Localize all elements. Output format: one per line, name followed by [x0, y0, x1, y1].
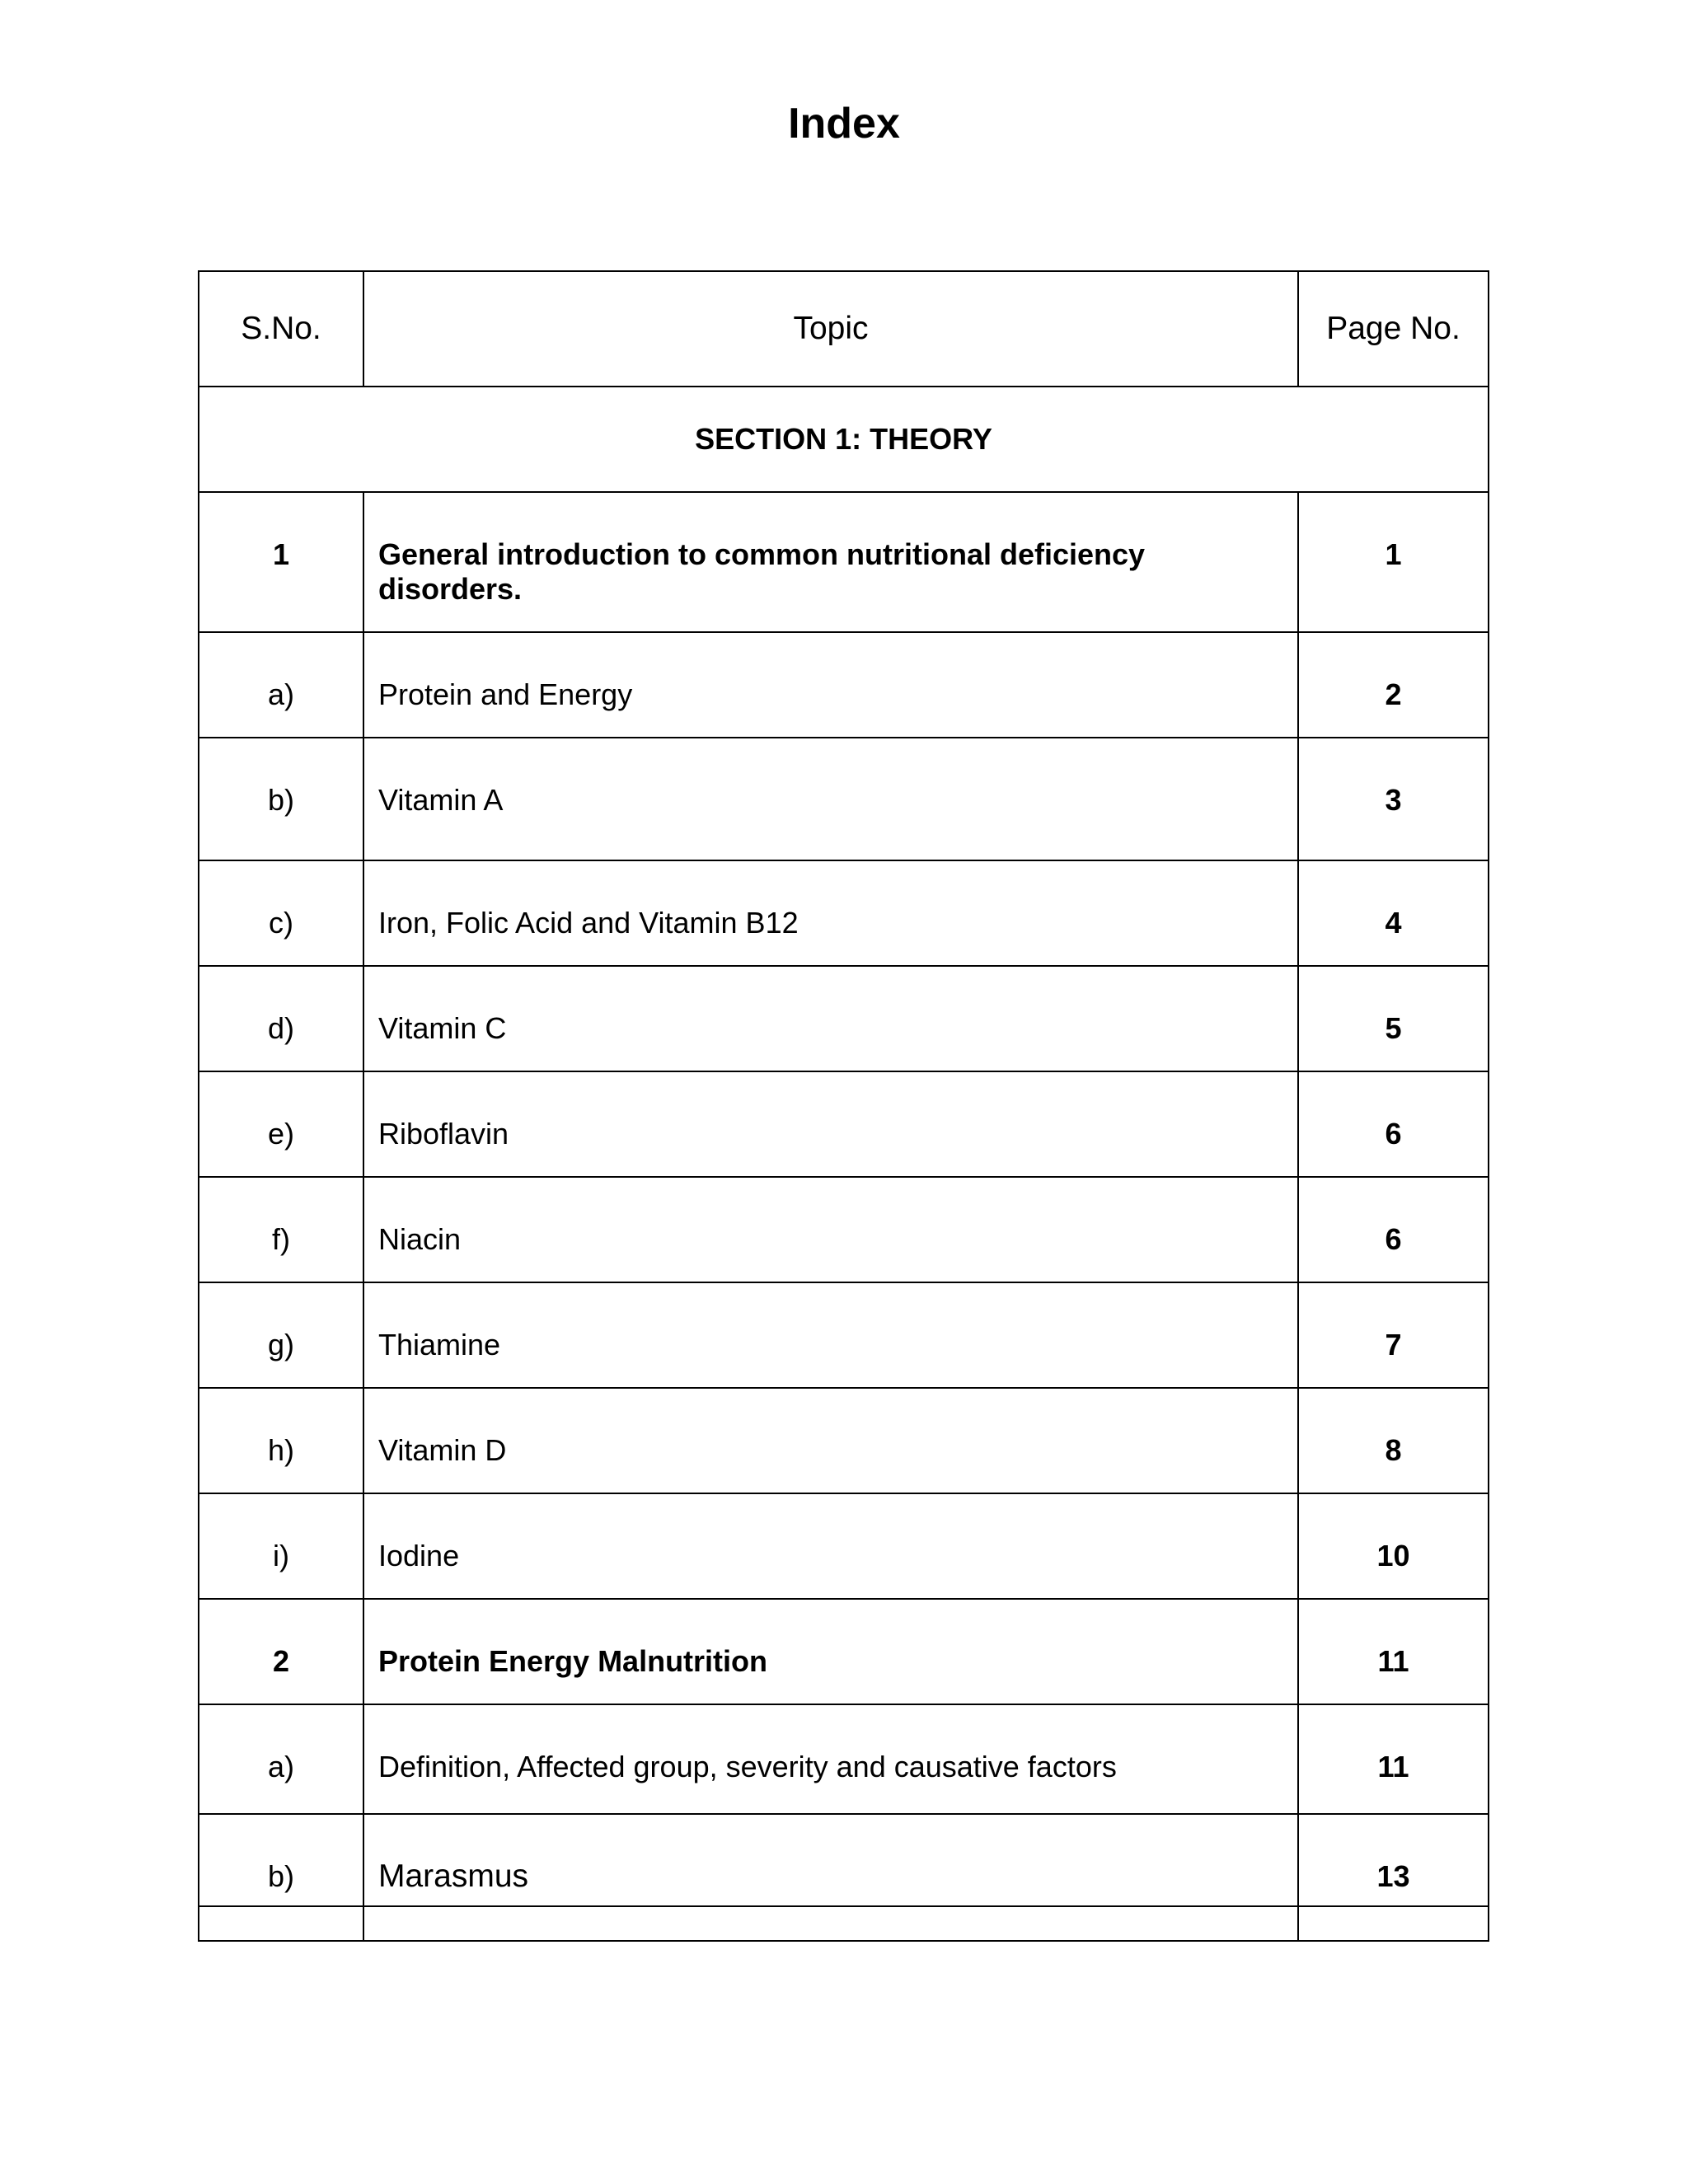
- row-sno: d): [199, 966, 363, 1071]
- table-row: [199, 1071, 1489, 1177]
- table-row: [199, 738, 1489, 860]
- table-row: [199, 860, 1489, 966]
- row-topic: Thiamine: [363, 1282, 1298, 1388]
- table-row: [199, 1177, 1489, 1282]
- row-page: 10: [1298, 1493, 1489, 1599]
- row-sno: c): [199, 860, 363, 966]
- row-topic: Vitamin D: [363, 1388, 1298, 1493]
- table-row: [199, 1282, 1489, 1388]
- row-topic: Definition, Affected group, severity and causative factors: [363, 1704, 1298, 1814]
- table-row: [199, 1599, 1489, 1704]
- row-topic: Iodine: [363, 1493, 1298, 1599]
- row-topic: Vitamin A: [363, 738, 1298, 860]
- row-page: 6: [1298, 1177, 1489, 1282]
- table-row: [199, 1388, 1489, 1493]
- table-row: [199, 966, 1489, 1071]
- index-table: [198, 270, 1489, 1942]
- header-sno: S.No.: [199, 271, 363, 387]
- row-sno: e): [199, 1071, 363, 1177]
- page-title: Index: [788, 100, 900, 148]
- row-sno: i): [199, 1493, 363, 1599]
- row-sno: b): [199, 738, 363, 860]
- empty-cell: [1298, 1906, 1489, 1941]
- header-topic: Topic: [363, 271, 1298, 387]
- row-page: 5: [1298, 966, 1489, 1071]
- row-sno: a): [199, 1704, 363, 1814]
- row-sno: a): [199, 632, 363, 738]
- empty-cell: [363, 1906, 1298, 1941]
- row-page: 8: [1298, 1388, 1489, 1493]
- row-sno: 1: [199, 492, 363, 632]
- row-topic: General introduction to common nutritional deficiency disorders.: [363, 492, 1298, 632]
- section-heading: SECTION 1: THEORY: [199, 387, 1489, 492]
- row-sno: b): [199, 1814, 363, 1906]
- table-header-row: [199, 271, 1489, 387]
- empty-cell: [199, 1906, 363, 1941]
- row-page: 3: [1298, 738, 1489, 860]
- row-topic: Vitamin C: [363, 966, 1298, 1071]
- row-page: 6: [1298, 1071, 1489, 1177]
- row-sno: f): [199, 1177, 363, 1282]
- row-topic: Marasmus: [363, 1814, 1298, 1906]
- table-row-empty: [199, 1906, 1489, 1941]
- row-topic: Niacin: [363, 1177, 1298, 1282]
- table-row: [199, 1493, 1489, 1599]
- row-topic: Iron, Folic Acid and Vitamin B12: [363, 860, 1298, 966]
- table-row: [199, 632, 1489, 738]
- row-sno: 2: [199, 1599, 363, 1704]
- table-row: [199, 1814, 1489, 1906]
- row-sno: h): [199, 1388, 363, 1493]
- row-page: 4: [1298, 860, 1489, 966]
- row-topic: Riboflavin: [363, 1071, 1298, 1177]
- row-topic: Protein Energy Malnutrition: [363, 1599, 1298, 1704]
- row-page: 1: [1298, 492, 1489, 632]
- row-sno: g): [199, 1282, 363, 1388]
- header-page: Page No.: [1298, 271, 1489, 387]
- row-page: 2: [1298, 632, 1489, 738]
- row-page: 11: [1298, 1599, 1489, 1704]
- row-topic: Protein and Energy: [363, 632, 1298, 738]
- row-page: 13: [1298, 1814, 1489, 1906]
- table-row: [199, 1704, 1489, 1814]
- table-row: [199, 492, 1489, 632]
- row-page: 7: [1298, 1282, 1489, 1388]
- section-row: [199, 387, 1489, 492]
- row-page: 11: [1298, 1704, 1489, 1814]
